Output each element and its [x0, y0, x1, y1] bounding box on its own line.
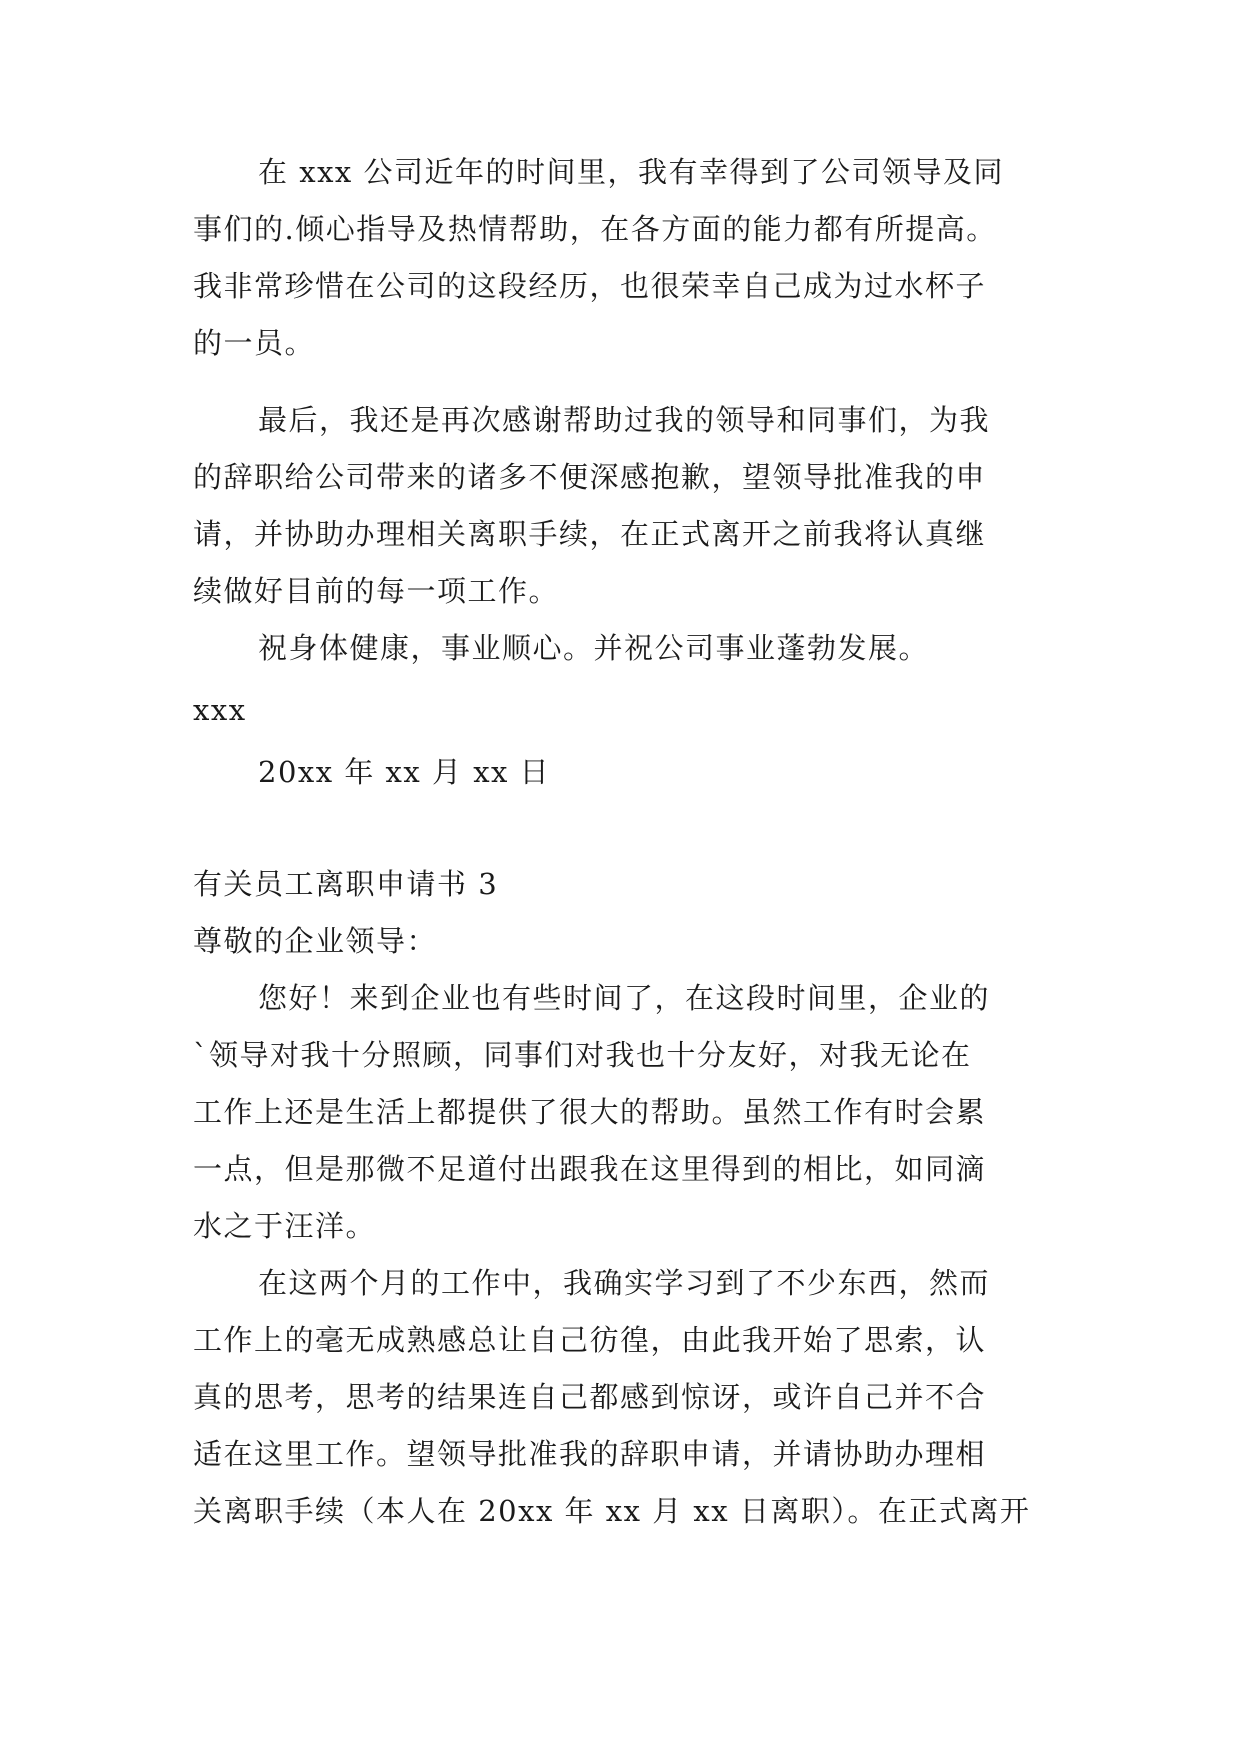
text-line: 续做好目前的每一项工作。 — [193, 574, 560, 608]
signature-date: 20xx 年 xx 月 xx 日 — [258, 755, 551, 789]
text-line: 事们的.倾心指导及热情帮助，在各方面的能力都有所提高。 — [193, 212, 997, 246]
section-title: 有关员工离职申请书 3 — [193, 867, 499, 901]
text-line: 的一员。 — [193, 326, 316, 360]
text-line: 适在这里工作。望领导批准我的辞职申请，并请协助办理相 — [193, 1437, 987, 1471]
text-line: 水之于汪洋。 — [193, 1209, 377, 1243]
salutation: 尊敬的企业领导： — [193, 924, 438, 958]
text-line: 一点，但是那微不足道付出跟我在这里得到的相比，如同滴 — [193, 1152, 987, 1186]
text-line: 您好！来到企业也有些时间了，在这段时间里，企业的 — [258, 981, 991, 1015]
text-line: 真的思考，思考的结果连自己都感到惊讶，或许自己并不合 — [193, 1380, 987, 1414]
text-line: 的辞职给公司带来的诸多不便深感抱歉，望领导批准我的申 — [193, 460, 987, 494]
text-line: 在 xxx 公司近年的时间里，我有幸得到了公司领导及同 — [258, 155, 1005, 189]
text-line: 关离职手续（本人在 20xx 年 xx 月 xx 日离职）。在正式离开 — [193, 1494, 1031, 1528]
signature-name: xxx — [193, 693, 247, 727]
text-line: 最后，我还是再次感谢帮助过我的领导和同事们，为我 — [258, 403, 991, 437]
text-line: `领导对我十分照顾，同事们对我也十分友好，对我无论在 — [193, 1038, 972, 1072]
text-line: 在这两个月的工作中，我确实学习到了不少东西，然而 — [258, 1266, 991, 1300]
text-line: 请，并协助办理相关离职手续，在正式离开之前我将认真继 — [193, 517, 987, 551]
text-line: 工作上还是生活上都提供了很大的帮助。虽然工作有时会累 — [193, 1095, 987, 1129]
text-line: 我非常珍惜在公司的这段经历，也很荣幸自己成为过水杯子 — [193, 269, 987, 303]
text-line: 工作上的毫无成熟感总让自己彷徨，由此我开始了思索，认 — [193, 1323, 987, 1357]
text-line: 祝身体健康，事业顺心。并祝公司事业蓬勃发展。 — [258, 631, 930, 665]
